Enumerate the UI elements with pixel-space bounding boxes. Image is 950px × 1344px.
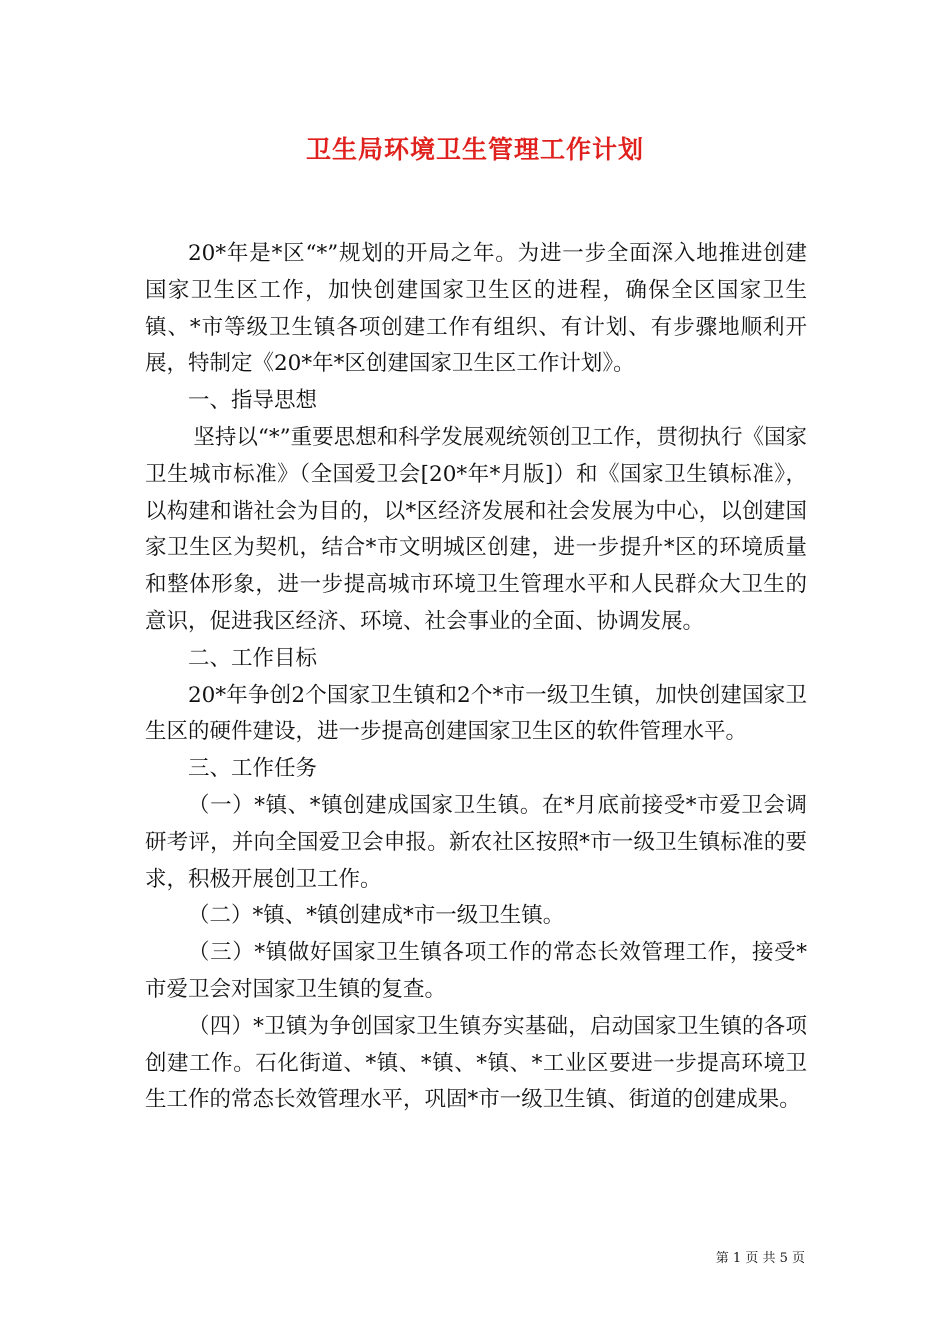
guiding-thought-paragraph: 坚持以“*”重要思想和科学发展观统领创卫工作，贯彻执行《国家卫生城市标准》（全国爱卫会[20*年*月版]）和《国家卫生镇标准》，以构建和谐社会为目的，以*区经济发展和社会发展为中心，以创建国家卫生区为契机，结合*市文明城区创建，进一步提升*区的环境质量和整体形象，进一步提高城市环境卫生管理水平和人民群众大卫生的意识，促进我区经济、环境、社会事业的全面、协调发展。 [145,424,807,634]
section-heading-guiding-thought: 一、指导思想 [188,388,318,414]
task-item-2: （二）*镇、*镇创建成*市一级卫生镇。 [188,903,565,929]
task-item-3: （三）*镇做好国家卫生镇各项工作的常态长效管理工作，接受*市爱卫会对国家卫生镇的复查。 [145,940,807,1002]
document-body [145,236,807,1119]
intro-paragraph: 20*年是*区“*”规划的开局之年。为进一步全面深入地推进创建国家卫生区工作，加快创建国家卫生区的进程，确保全区国家卫生镇、*市等级卫生镇各项创建工作有组织、有计划、有步骤地顺利开展，特制定《20*年*区创建国家卫生区工作计划》。 [145,241,807,377]
document-title: 卫生局环境卫生管理工作计划 [305,135,644,164]
task-item-4: （四）*卫镇为争创国家卫生镇夯实基础，启动国家卫生镇的各项创建工作。石化街道、*镇、*镇、*镇、*工业区要进一步提高环境卫生工作的常态长效管理水平，巩固*市一级卫生镇、街道的创建成果。 [145,1013,807,1113]
work-goals-paragraph: 20*年争创2个国家卫生镇和2个*市一级卫生镇，加快创建国家卫生区的硬件建设，进一步提高创建国家卫生区的软件管理水平。 [145,682,807,745]
task-item-1: （一）*镇、*镇创建成国家卫生镇。在*月底前接受*市爱卫会调研考评，并向全国爱卫会申报。新农社区按照*市一级卫生镇标准的要求，积极开展创卫工作。 [145,792,807,892]
section-heading-work-goals: 二、工作目标 [188,645,318,671]
page-number: 第 1 页 共 5 页 [715,1251,805,1266]
section-heading-work-tasks: 三、工作任务 [188,756,318,782]
